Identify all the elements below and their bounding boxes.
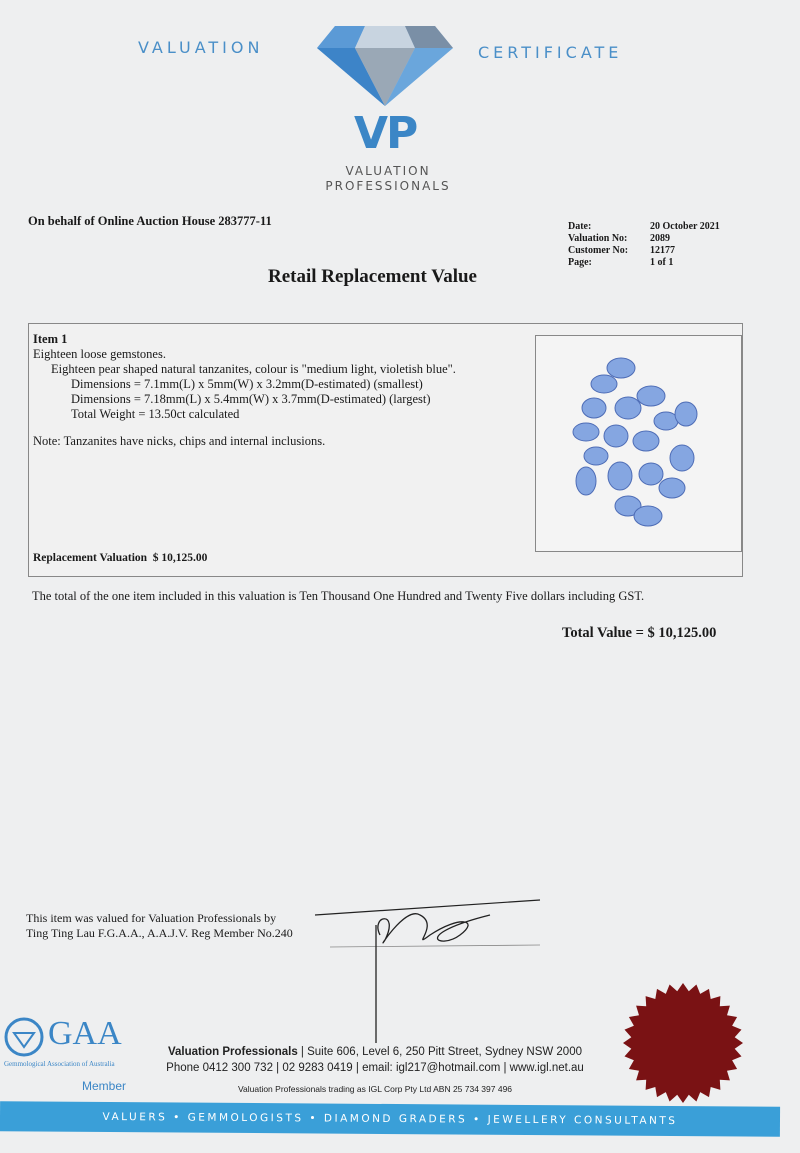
item-line: Eighteen pear shaped natural tanzanites, colour is "medium light, violetish blue". (51, 362, 456, 376)
header-certificate-word: CERTIFICATE (478, 43, 623, 62)
meta-labels: Date: Valuation No: Customer No: Page: (568, 221, 629, 268)
replacement-valuation: Replacement Valuation $ 10,125.00 (33, 552, 208, 564)
item-line: Dimensions = 7.1mm(L) x 5mm(W) x 3.2mm(D-estimated) (smallest) (71, 377, 423, 391)
document-title: Retail Replacement Value (268, 266, 477, 287)
signature-icon (310, 895, 550, 1045)
valuer-statement: This item was valued for Valuation Professionals by Ting Ting Lau F.G.A.A., A.A.J.V. Reg Member No.240 (26, 911, 293, 940)
gemstones-photo (535, 335, 742, 552)
item-note: Note: Tanzanites have nicks, chips and internal inclusions. (33, 434, 326, 448)
item-heading: Item 1 (33, 332, 68, 346)
logo-subtitle: VALUATION PROFESSIONALS (325, 164, 451, 193)
footer-contact: Phone 0412 300 732 | 02 9283 0419 | email: igl217@hotmail.com | www.igl.net.au (166, 1062, 584, 1074)
tanzanite-gems-icon (536, 336, 741, 551)
services-banner: VALUERS • GEMMOLOGISTS • DIAMOND GRADERS • JEWELLERY CONSULTANTS (0, 1101, 780, 1136)
gaa-seal-icon (4, 1017, 44, 1057)
item-line: Dimensions = 7.18mm(L) x 5.4mm(W) x 3.7mm(D-estimated) (largest) (71, 392, 431, 406)
item-line: Eighteen loose gemstones. (33, 347, 166, 361)
total-sentence: The total of the one item included in this valuation is Ten Thousand One Hundred and Twenty Five dollars including GST. (32, 589, 645, 603)
red-wax-seal-icon (622, 982, 744, 1104)
total-value: Total Value = $ 10,125.00 (562, 625, 717, 641)
footer-trading: Valuation Professionals trading as IGL Corp Pty Ltd ABN 25 734 397 496 (237, 1084, 513, 1094)
item-line: Total Weight = 13.50ct calculated (71, 407, 240, 421)
diamond-logo-icon (315, 22, 455, 108)
vp-logo-letters: VP (354, 108, 417, 159)
header-valuation-word: VALUATION (138, 38, 264, 57)
on-behalf-line: On behalf of Online Auction House 283777-11 (28, 214, 272, 228)
meta-values: 20 October 2021 2089 12177 1 of 1 (650, 221, 720, 268)
footer-address: Valuation Professionals | Suite 606, Level 6, 250 Pitt Street, Sydney NSW 2000 (168, 1046, 582, 1058)
